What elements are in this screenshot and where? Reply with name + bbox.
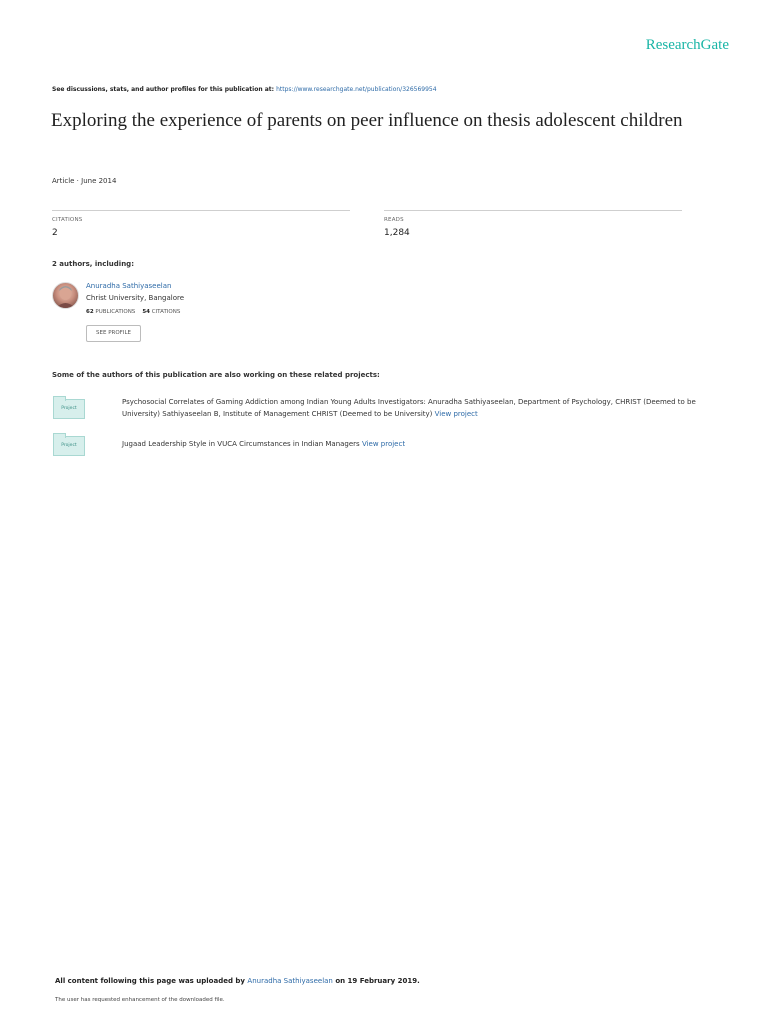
citations-label: CITATIONS	[52, 217, 83, 223]
project-icon-label: Project	[61, 443, 77, 448]
publication-url-link[interactable]: https://www.researchgate.net/publication/326569954	[276, 86, 437, 93]
project-item	[122, 438, 712, 450]
project-item	[122, 396, 712, 420]
enhancement-note: The user has requested enhancement of the downloaded file.	[55, 997, 225, 1003]
view-project-link[interactable]: View project	[361, 440, 406, 448]
researchgate-logo[interactable]: ResearchGate	[645, 37, 729, 53]
author-affiliation: Christ University, Bangalore	[86, 294, 185, 302]
view-project-link[interactable]: View project	[434, 410, 478, 418]
reads-value: 1,284	[384, 228, 410, 238]
project-icon-label: Project	[61, 406, 77, 411]
related-projects-label: Some of the authors of this publication are also working on these related projects:	[52, 371, 380, 379]
project-description: Jugaad Leadership Style in VUCA Circumstances in Indian Managers	[122, 440, 360, 448]
author-avatar[interactable]	[52, 282, 79, 309]
author-publications-label: PUBLICATIONS	[95, 309, 136, 315]
see-profile-button[interactable]: SEE PROFILE	[86, 325, 141, 342]
citations-value: 2	[52, 228, 58, 238]
project-folder-icon[interactable]	[53, 436, 85, 456]
authors-label: 2 authors, including:	[52, 260, 134, 268]
author-name-link[interactable]: Anuradha Sathiyaseelan	[86, 282, 172, 290]
project-folder-icon[interactable]	[53, 399, 85, 419]
reads-divider	[384, 210, 682, 211]
publication-title: Exploring the experience of parents on peer influence on thesis adolescent children	[51, 110, 683, 131]
header-line	[52, 86, 437, 93]
project-description: Psychosocial Correlates of Gaming Addiction among Indian Young Adults Investigators: Anuradha Sathiyaseelan, Department of Psychology, CHRIST (Deemed to be University) Sathiyaseelan B, Institute of Management CHRIST (Deemed to be University)	[122, 398, 696, 418]
uploader-link[interactable]: Anuradha Sathiyaseelan	[247, 977, 333, 985]
upload-prefix: All content following this page was uploaded by	[55, 977, 245, 985]
upload-note	[55, 977, 420, 985]
author-stats	[86, 309, 180, 315]
author-citations-count: 54	[142, 309, 150, 315]
header-intro: See discussions, stats, and author profiles for this publication at:	[52, 86, 275, 93]
author-citations-label: CITATIONS	[151, 309, 181, 315]
author-publications-count: 62	[86, 309, 94, 315]
avatar-portrait-icon	[53, 283, 78, 308]
upload-suffix: on 19 February 2019.	[335, 977, 420, 985]
publication-meta: Article · June 2014	[52, 177, 117, 185]
citations-divider	[52, 210, 350, 211]
reads-label: READS	[384, 217, 404, 223]
